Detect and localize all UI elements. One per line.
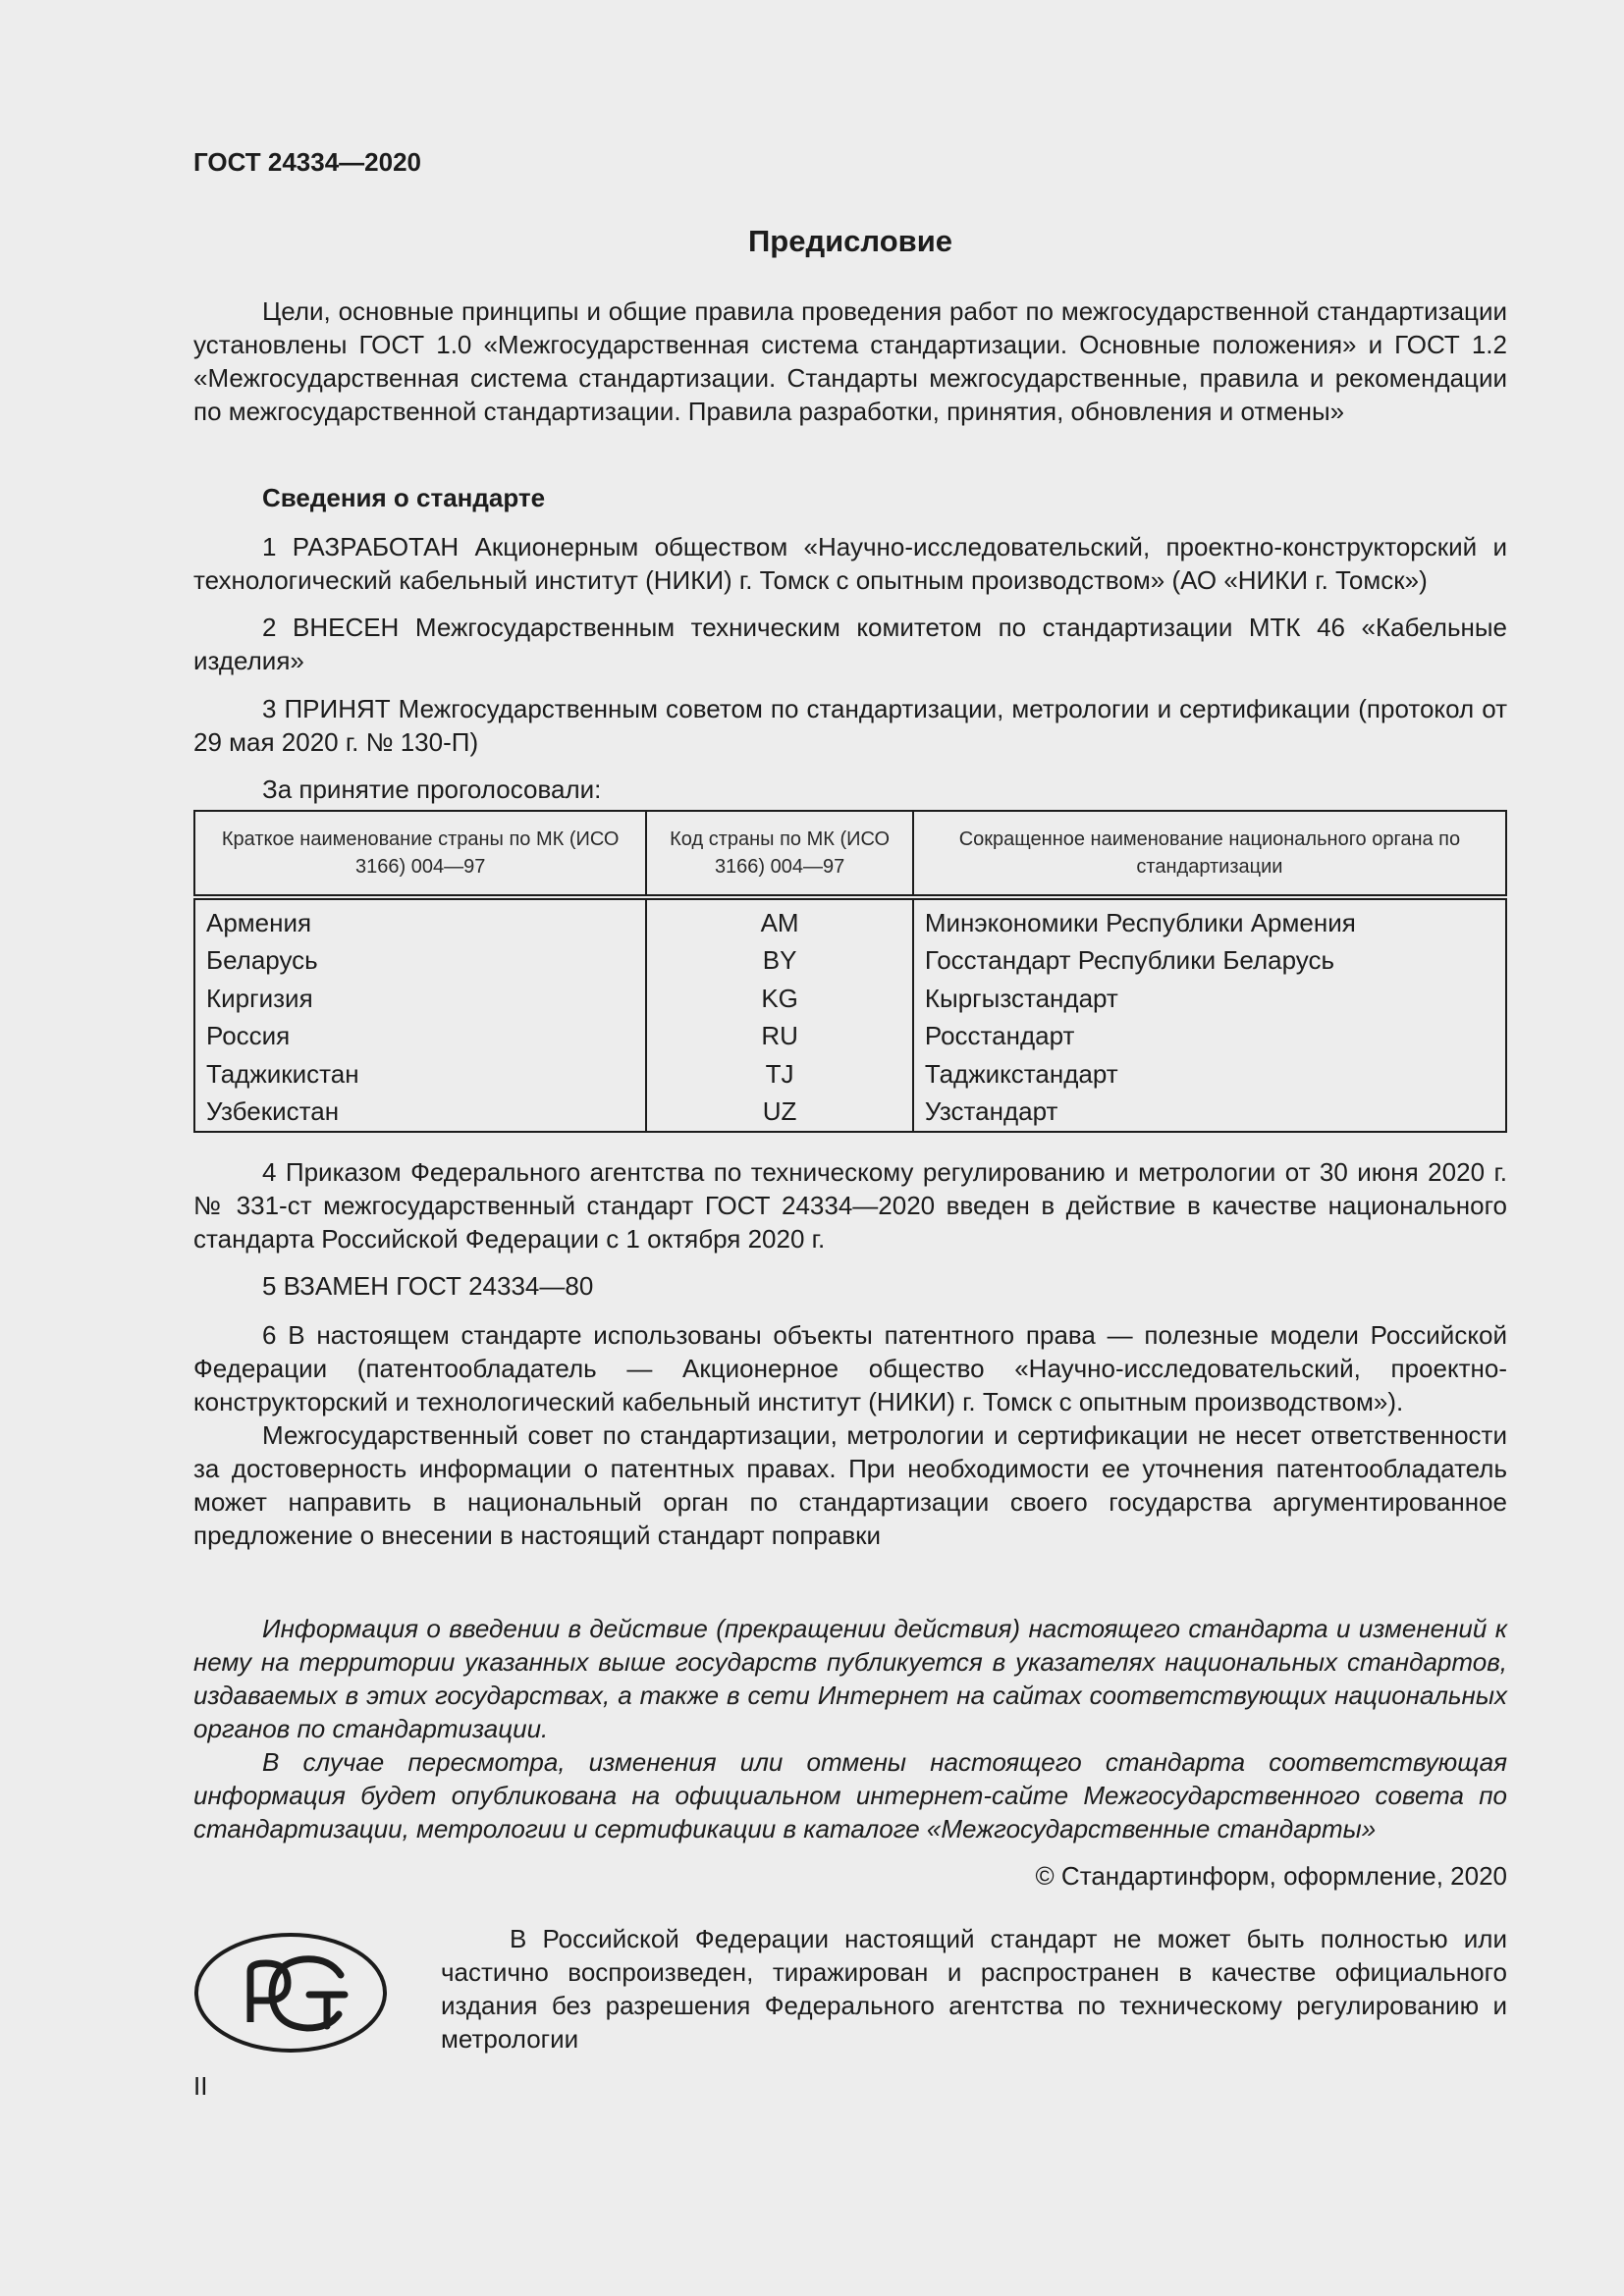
item-patent: 6 В настоящем стандарте использованы объекты патентного права — полезные модели Российской Федерации (патентообладатель — Акционерное общество «Научно-исследовательский, проектно-конструкторский и технологический кабельный институт (НИКИ) г. Томск с опытным производством»). bbox=[193, 1320, 1507, 1416]
cell-country: Узбекистан bbox=[194, 1094, 646, 1133]
item-adopted-block bbox=[193, 692, 1507, 759]
info-heading: Сведения о стандарте bbox=[262, 483, 546, 512]
cell-country: Беларусь bbox=[194, 942, 646, 981]
info-heading-block bbox=[193, 481, 1507, 514]
table-row bbox=[194, 942, 1506, 981]
page-title: Предисловие bbox=[747, 224, 952, 258]
intro-paragraph: Цели, основные принципы и общие правила проведения работ по межгосударственной стандартизации установлены ГОСТ 1.0 «Межгосударственная система стандартизации. Основные положения» и ГОСТ 1.2 «Межгосударственная система стандартизации. Стандарты межгосударственные, правила и рекомендации по межгосударственной стандартизации. Правила разработки, принятия, обновления и отмены» bbox=[193, 296, 1507, 426]
header-country-name: Краткое наименование страны по МК (ИСО 3166) 004—97 bbox=[194, 811, 646, 897]
cell-body: Минэкономики Республики Армения bbox=[913, 897, 1506, 942]
cell-code: AM bbox=[646, 897, 913, 942]
cell-body: Росстандарт bbox=[913, 1018, 1506, 1056]
cell-body: Госстандарт Республики Беларусь bbox=[913, 942, 1506, 981]
table-row bbox=[194, 980, 1506, 1018]
table-row bbox=[194, 1055, 1506, 1094]
header-national-body: Сокращенное наименование национального органа по стандартизации bbox=[913, 811, 1506, 897]
item-developed-block bbox=[193, 530, 1507, 597]
item-order: 4 Приказом Федерального агентства по техническому регулированию и метрологии от 30 июня 2020 г. № 331-ст межгосударственный стандарт ГОСТ 24334—2020 введен в действие в качестве национального стандарта Российской Федерации с 1 октября 2020 г. bbox=[193, 1157, 1507, 1254]
table-row bbox=[194, 897, 1506, 942]
voting-table bbox=[193, 810, 1507, 1133]
intro-block bbox=[193, 294, 1507, 428]
cell-code: TJ bbox=[646, 1055, 913, 1094]
cell-body: Кыргызстандарт bbox=[913, 980, 1506, 1018]
item-developed: 1 РАЗРАБОТАН Акционерным обществом «Научно-исследовательский, проектно-конструкторский и технологический кабельный институт (НИКИ) г. Томск с опытным производством» (АО «НИКИ г. Томск») bbox=[193, 532, 1507, 595]
legal-notice: В Российской Федерации настоящий стандарт не может быть полностью или частично воспроизведен, тиражирован и распространен в качестве официального издания без разрешения Федерального агентства по техническому регулированию и метрологии bbox=[441, 1924, 1507, 2054]
cell-body: Таджикстандарт bbox=[913, 1055, 1506, 1094]
voted-label: За принятие проголосовали: bbox=[262, 774, 602, 804]
voted-label-block bbox=[193, 773, 1507, 806]
cell-country: Армения bbox=[194, 897, 646, 942]
table-header-row bbox=[194, 811, 1506, 897]
notice-info: Информация о введении в действие (прекращении действия) настоящего стандарта и изменений к нему на территории указанных выше государств публикуется в указателях национальных стандартов, издаваемых в этих государствах, а также в сети Интернет на сайтах соответствующих национальных органов по стандартизации. bbox=[193, 1614, 1507, 1743]
document-code: ГОСТ 24334—2020 bbox=[193, 147, 421, 177]
cell-country: Таджикистан bbox=[194, 1055, 646, 1094]
cell-country: Россия bbox=[194, 1018, 646, 1056]
rst-logo-icon bbox=[193, 1932, 388, 2054]
cell-code: UZ bbox=[646, 1094, 913, 1133]
notice-revision: В случае пересмотра, изменения или отмены настоящего стандарта соответствующая информация будет опубликована на официальном интернет-сайте Межгосударственного совета по стандартизации, метрологии и сертификации в каталоге «Межгосударственные стандарты» bbox=[193, 1747, 1507, 1843]
page-number: II bbox=[193, 2071, 208, 2101]
copyright: © Стандартинформ, оформление, 2020 bbox=[1035, 1861, 1507, 1891]
cell-code: KG bbox=[646, 980, 913, 1018]
item-replaces: 5 ВЗАМЕН ГОСТ 24334—80 bbox=[262, 1271, 594, 1301]
item-replaces-block bbox=[193, 1269, 1507, 1303]
notices-block bbox=[193, 1612, 1507, 1845]
table-row bbox=[194, 1018, 1506, 1056]
legal-notice-block bbox=[441, 1922, 1507, 2056]
item-order-block bbox=[193, 1155, 1507, 1255]
header-country-code: Код страны по МК (ИСО 3166) 004—97 bbox=[646, 811, 913, 897]
item-adopted: 3 ПРИНЯТ Межгосударственным советом по стандартизации, метрологии и сертификации (протокол от 29 мая 2020 г. № 130-П) bbox=[193, 694, 1507, 757]
cell-body: Узстандарт bbox=[913, 1094, 1506, 1133]
table-row bbox=[194, 1094, 1506, 1133]
cell-country: Киргизия bbox=[194, 980, 646, 1018]
item-introduced: 2 ВНЕСЕН Межгосударственным техническим комитетом по стандартизации МТК 46 «Кабельные изделия» bbox=[193, 613, 1507, 675]
item-patent-block bbox=[193, 1318, 1507, 1552]
cell-code: RU bbox=[646, 1018, 913, 1056]
item-patent-note: Межгосударственный совет по стандартизации, метрологии и сертификации не несет ответственности за достоверность информации о патентных правах. При необходимости ее уточнения патентообладатель может направить в национальный орган по стандартизации своего государства аргументированное предложение о внесении в настоящий стандарт поправки bbox=[193, 1420, 1507, 1550]
cell-code: BY bbox=[646, 942, 913, 981]
item-introduced-block bbox=[193, 611, 1507, 677]
